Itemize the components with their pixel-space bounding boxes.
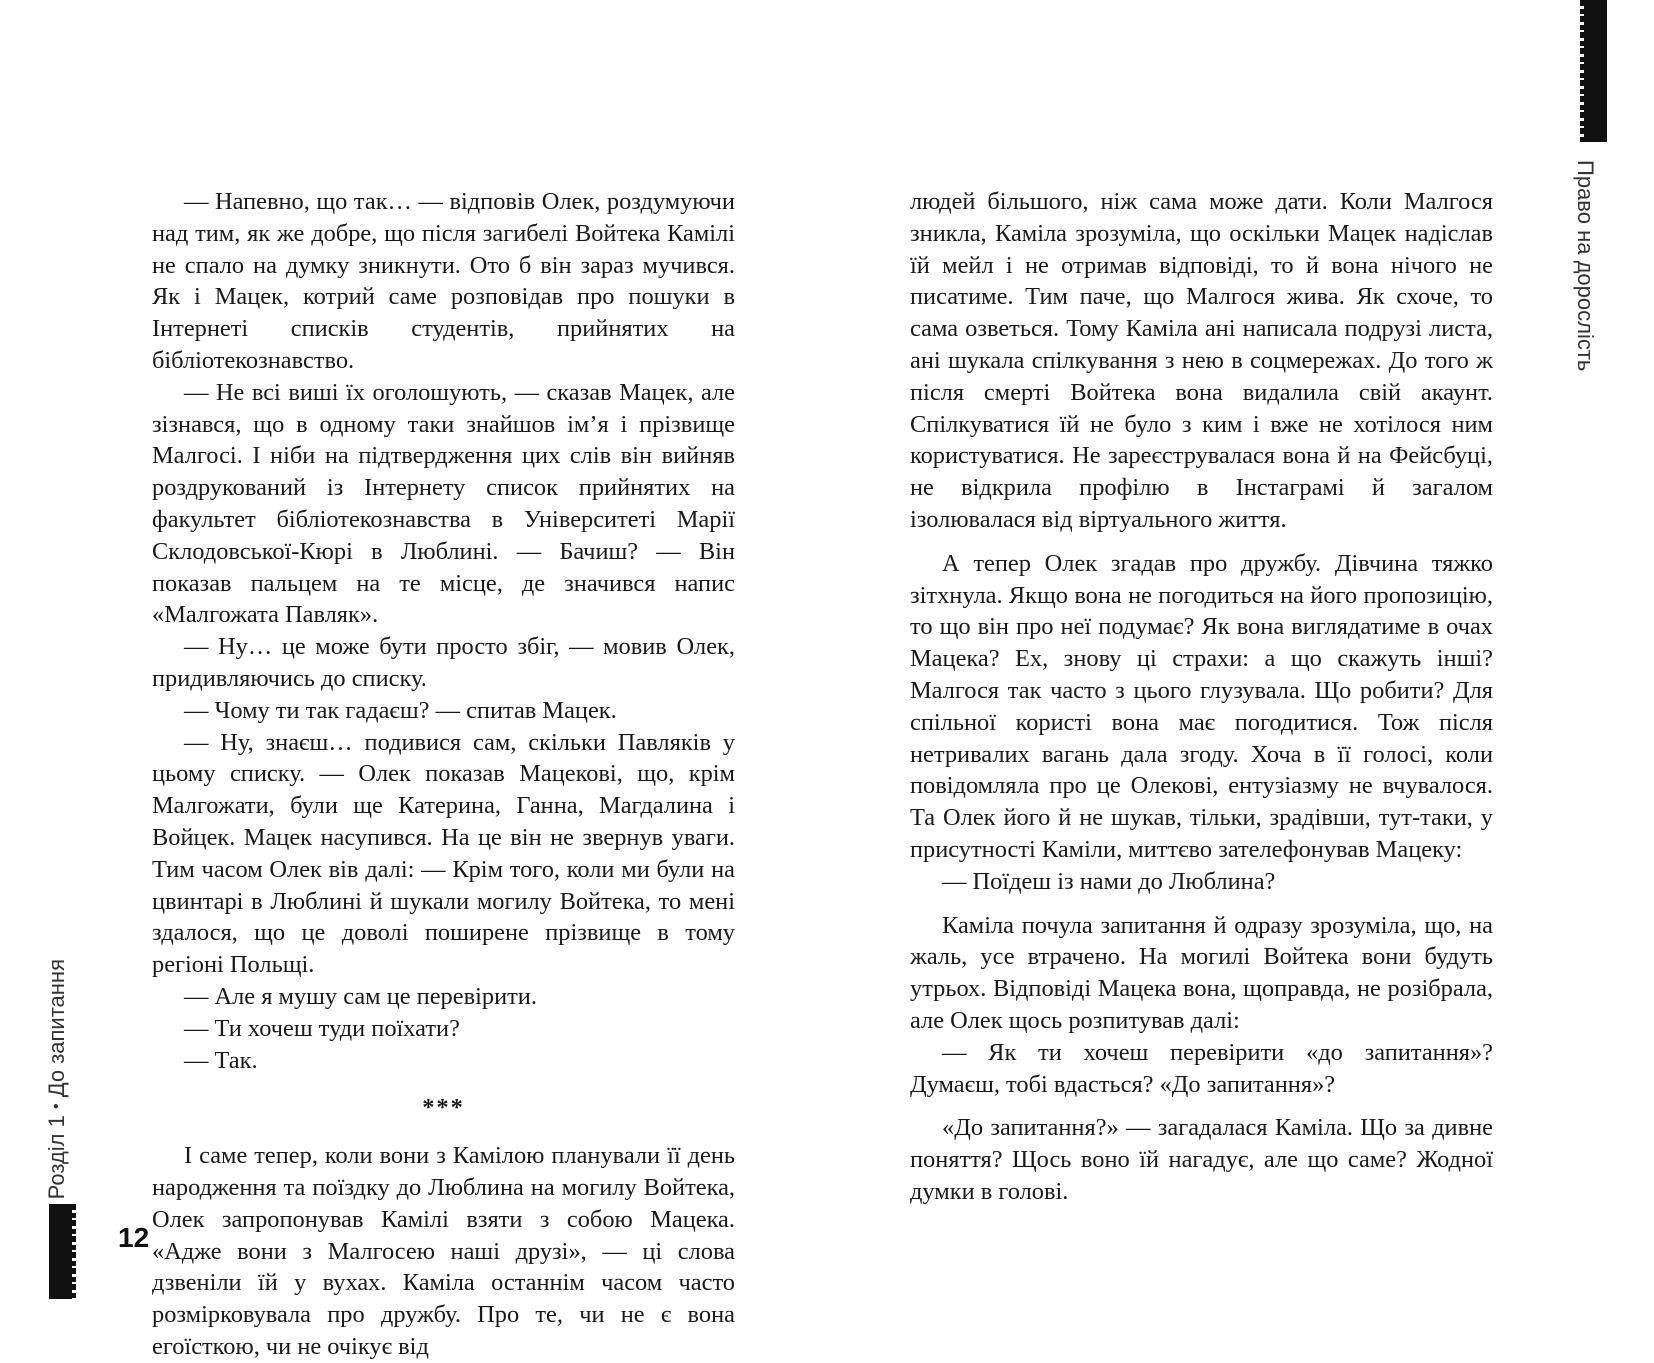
chapter-title: До запитання — [44, 959, 69, 1098]
paragraph: — Чому ти так гадаєш? — спитав Мацек. — [184, 696, 617, 724]
decorative-edge-bar-top — [1583, 0, 1607, 142]
paragraph: — Як ти хочеш перевірити «до запитання»? Думаєш, тобі вдасться? «До запитання»? — [910, 1038, 1493, 1098]
decorative-edge-bar-bottom — [49, 1204, 73, 1299]
paragraph: Каміла почула запитання й одразу зрозуміла, що, на жаль, усе втрачено. На могилі Войтека вони будуть утрьох. Відповіді Мацека вона, щоправда, не розібрала, але Олек щось розпитував далі: — [910, 911, 1493, 1034]
paragraph: — Поїдеш із нами до Люблина? — [942, 867, 1276, 895]
paragraph: — Не всі виші їх оголошують, — сказав Мацек, але зізнався, що в одному таки знайшов ім’я і прізвище Малгосі. І ніби на підтвердження цих слів він вийняв роздрукований із Інтернету список прийнятих на факультет бібліотекознавства в Університеті Марії Склодовської-Кюрі в Люблині. — Бачиш? — Він показав пальцем на те місце, де значився напис «Малгожата Павляк». — [152, 378, 735, 629]
separator-dot: • — [48, 1103, 65, 1110]
section-divider: *** — [422, 1094, 465, 1122]
paragraph: — Напевно, що так… — відповів Олек, роздумуючи над тим, як же добре, що після загибелі Войтека Камілі не спало на думку зникнути. Ото б він зараз мучився. Як і Мацек, котрий саме розповідав про пошуки в Інтернеті списків студентів, прийнятих на бібліотекознавство. — [152, 188, 735, 374]
paragraph-continued: людей більшого, ніж сама може дати. Коли Малгося зникла, Каміла зрозуміла, що оскільки Мацек надіслав їй мейл і не отримав відповіді, то й вона нічого не писатиме. Тим паче, що Малгося жива. Як схоче, то сама озветься. Тому Каміла ані написала подрузі листа, ані шукала спілкування з нею в соцмережах. До того ж після смерті Войтека вона видалила свій акаунт. Спілкуватися їй не було з ким і вже не хотілося ним користуватися. Не зареєструвалася вона й на Фейсбуці, не відкрила профілю в Інстаграмі й загалом ізолювалася від віртуального життя. — [910, 188, 1493, 533]
page-number: 12 — [118, 1222, 150, 1253]
paragraph: — Так. — [184, 1046, 258, 1074]
paragraph: — Але я мушу сам це перевірити. — [184, 982, 537, 1010]
running-head-chapter — [44, 959, 70, 1199]
paragraph: І саме тепер, коли вони з Камілою планували її день народження та поїздку до Люблина на могилу Войтека, Олек запропонував Камілі взяти з собою Мацека. «Адже вони з Малгосею наші друзі», — ці слова дзвеніли їй у вухах. Каміла останнім часом часто розмірковувала про дружбу. Про те, чи не є вона егоїсткою, чи не очікує від — [152, 1142, 735, 1360]
text-column-right — [910, 186, 1493, 1208]
paragraph: — Ти хочеш туди поїхати? — [184, 1014, 460, 1042]
paragraph: — Ну… це може бути просто збіг, — мовив Олек, придивляючись до списку. — [152, 633, 735, 692]
chapter-number: Розділ 1 — [44, 1115, 69, 1200]
paragraph: — Ну, знаєш… подивися сам, скільки Павляків у цьому списку. — Олек показав Мацекові, що, крім Малгожати, були ще Катерина, Ганна, Магдалина і Войцек. Мацек насупився. На це він не звернув уваги. Тим часом Олек вів далі: — Крім того, коли ми були на цвинтарі в Люблині й шукали могилу Войтека, то мені здалося, що це доволі поширене прізвище в тому регіоні Польщі. — [152, 728, 735, 979]
paragraph: «До запитання?» — загадалася Каміла. Що за дивне поняття? Щось воно їй нагадує, але що саме? Жодної думки в голові. — [910, 1114, 1493, 1205]
running-head-book-title: Право на дорослість — [1573, 160, 1598, 372]
text-column-left — [152, 186, 735, 1363]
paragraph: А тепер Олек згадав про дружбу. Дівчина тяжко зітхнула. Якщо вона не погодиться на його пропозицію, то що він про неї подумає? Як вона виглядатиме в очах Мацека? Ех, знову ці страхи: а що скажуть інші? Малгося так часто з цього глузувала. Що робити? Для спільної користі вона має погодитися. Тож після нетривалих вагань дала згоду. Хоча в її голосі, коли повідомляла про це Олекові, ентузіазму не вчувалося. Та Олек його й не шукав, тільки, зрадівши, тут-таки, у присутності Каміли, миттєво зателефонував Мацеку: — [910, 549, 1493, 863]
